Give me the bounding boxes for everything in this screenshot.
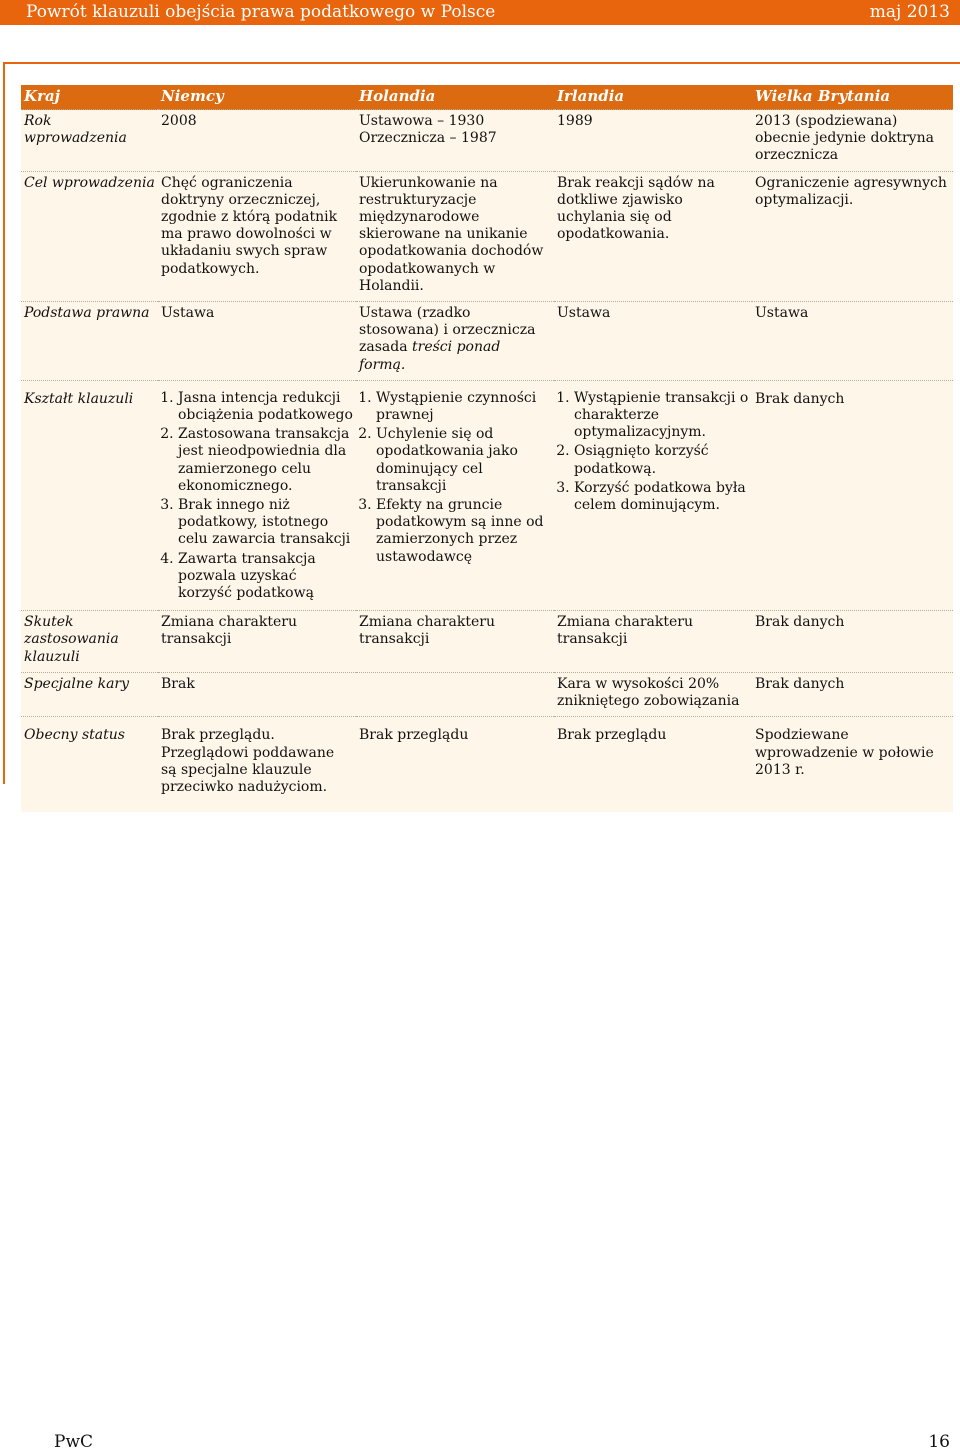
table-cell: Chęć ograniczenia doktryny orzeczniczej, zgodnie z którą podatnik ma prawo dowolności w układaniu swych spraw podatkowych. <box>158 171 356 301</box>
list-item: 3. Brak innego niż podatkowy, istotnego celu zawarcia transakcji <box>178 497 353 549</box>
cell-line: Ustawowa – 1930 <box>359 113 485 129</box>
table-cell: Ograniczenie agresywnych optymalizacji. <box>752 171 953 301</box>
table-cell: Ustawa <box>752 302 953 381</box>
table-row <box>21 672 953 716</box>
comparison-table <box>21 85 953 812</box>
table-cell: Brak przeglądu <box>359 727 469 744</box>
criteria-list <box>359 390 551 566</box>
table-row <box>21 171 953 301</box>
list-item: 1. Wystąpienie czynności prawnej <box>376 390 551 424</box>
table-row <box>21 380 953 610</box>
table-row <box>21 717 953 812</box>
list-item: 3. Korzyść podatkowa była celem dominującym. <box>574 480 749 514</box>
row-label: Obecny status <box>24 727 125 744</box>
list-item: 2. Osiągnięto korzyść podatkową. <box>574 443 749 477</box>
table-cell: Kara w wysokości 20% znikniętego zobowiązania <box>554 672 752 716</box>
document-title: Powrót klauzuli obejścia prawa podatkowego w Polsce <box>26 2 496 22</box>
row-label: Specjalne kary <box>21 672 158 716</box>
list-item: 3. Efekty na gruncie podatkowym są inne od zamierzonych przez ustawodawcę <box>376 497 551 566</box>
table-cell: 1989 <box>554 110 752 172</box>
cell-line: Orzecznicza – 1987 <box>359 130 497 147</box>
column-header: Irlandia <box>554 85 752 110</box>
table-cell: Zmiana charakteru transakcji <box>158 611 356 673</box>
row-label: Skutek zastosowania klauzuli <box>21 611 158 673</box>
criteria-list <box>161 390 353 602</box>
criteria-list <box>557 390 749 514</box>
table-cell: Zmiana charakteru transakcji <box>554 611 752 673</box>
table-row <box>21 611 953 673</box>
column-header: Kraj <box>21 85 158 110</box>
table-cell: Ustawa <box>158 302 356 381</box>
table-cell <box>356 110 554 172</box>
list-item: 2. Uchylenie się od opodatkowania jako dominujący cel transakcji <box>376 426 551 495</box>
footer-brand: PwC <box>54 1432 93 1452</box>
page-header <box>0 0 960 25</box>
table-row <box>21 302 953 381</box>
table-cell <box>356 380 554 610</box>
row-label: Kształt klauzuli <box>21 380 158 610</box>
table-cell: Ukierunkowanie na restrukturyzacje międzynarodowe skierowane na unikanie opodatkowania dochodów opodatkowanych w Holandii. <box>356 171 554 301</box>
table-cell: Brak danych <box>752 672 953 716</box>
table-cell: Spodziewane wprowadzenie w połowie 2013 r. <box>755 727 934 778</box>
table-cell: 2008 <box>158 110 356 172</box>
table-cell: Brak danych <box>752 380 953 610</box>
table-cell: Brak danych <box>752 611 953 673</box>
table-header-row <box>21 85 953 110</box>
cell-text: Ustawa (rzadko stosowana) i orzecznicza zasada <box>359 305 536 356</box>
column-header: Niemcy <box>158 85 356 110</box>
table-cell: Brak przeglądu <box>557 727 667 744</box>
table-cell <box>356 302 554 381</box>
list-item: 1. Jasna intencja redukcji obciążenia podatkowego <box>178 390 353 424</box>
list-item: 4. Zawarta transakcja pozwala uzyskać korzyść podatkową <box>178 551 353 603</box>
page-number: 16 <box>928 1432 950 1452</box>
table-cell: Brak <box>158 672 554 716</box>
table-cell: Brak reakcji sądów na dotkliwe zjawisko uchylania się od opodatkowania. <box>554 171 752 301</box>
row-label: Cel wprowadzenia <box>21 171 158 301</box>
cell-emphasis: treści ponad formą. <box>359 339 501 373</box>
table-cell: Ustawa <box>554 302 752 381</box>
column-header: Holandia <box>356 85 554 110</box>
row-label: Rok wprowadzenia <box>21 110 158 172</box>
document-date: maj 2013 <box>869 2 950 22</box>
table-cell: Brak przeglądu. Przeglądowi poddawane są specjalne klauzule przeciwko nadużyciom. <box>161 727 335 795</box>
column-header: Wielka Brytania <box>752 85 953 110</box>
list-item: 1. Wystąpienie transakcji o charakterze optymalizacyjnym. <box>574 390 749 442</box>
list-item: 2. Zastosowana transakcja jest nieodpowiednia dla zamierzonego celu ekonomicznego. <box>178 426 353 495</box>
table-cell: Zmiana charakteru transakcji <box>356 611 554 673</box>
table-cell: 2013 (spodziewana) obecnie jedynie doktryna orzecznicza <box>752 110 953 172</box>
table-cell <box>554 380 752 610</box>
table-cell <box>158 380 356 610</box>
row-label: Podstawa prawna <box>21 302 158 381</box>
table-row <box>21 110 953 172</box>
